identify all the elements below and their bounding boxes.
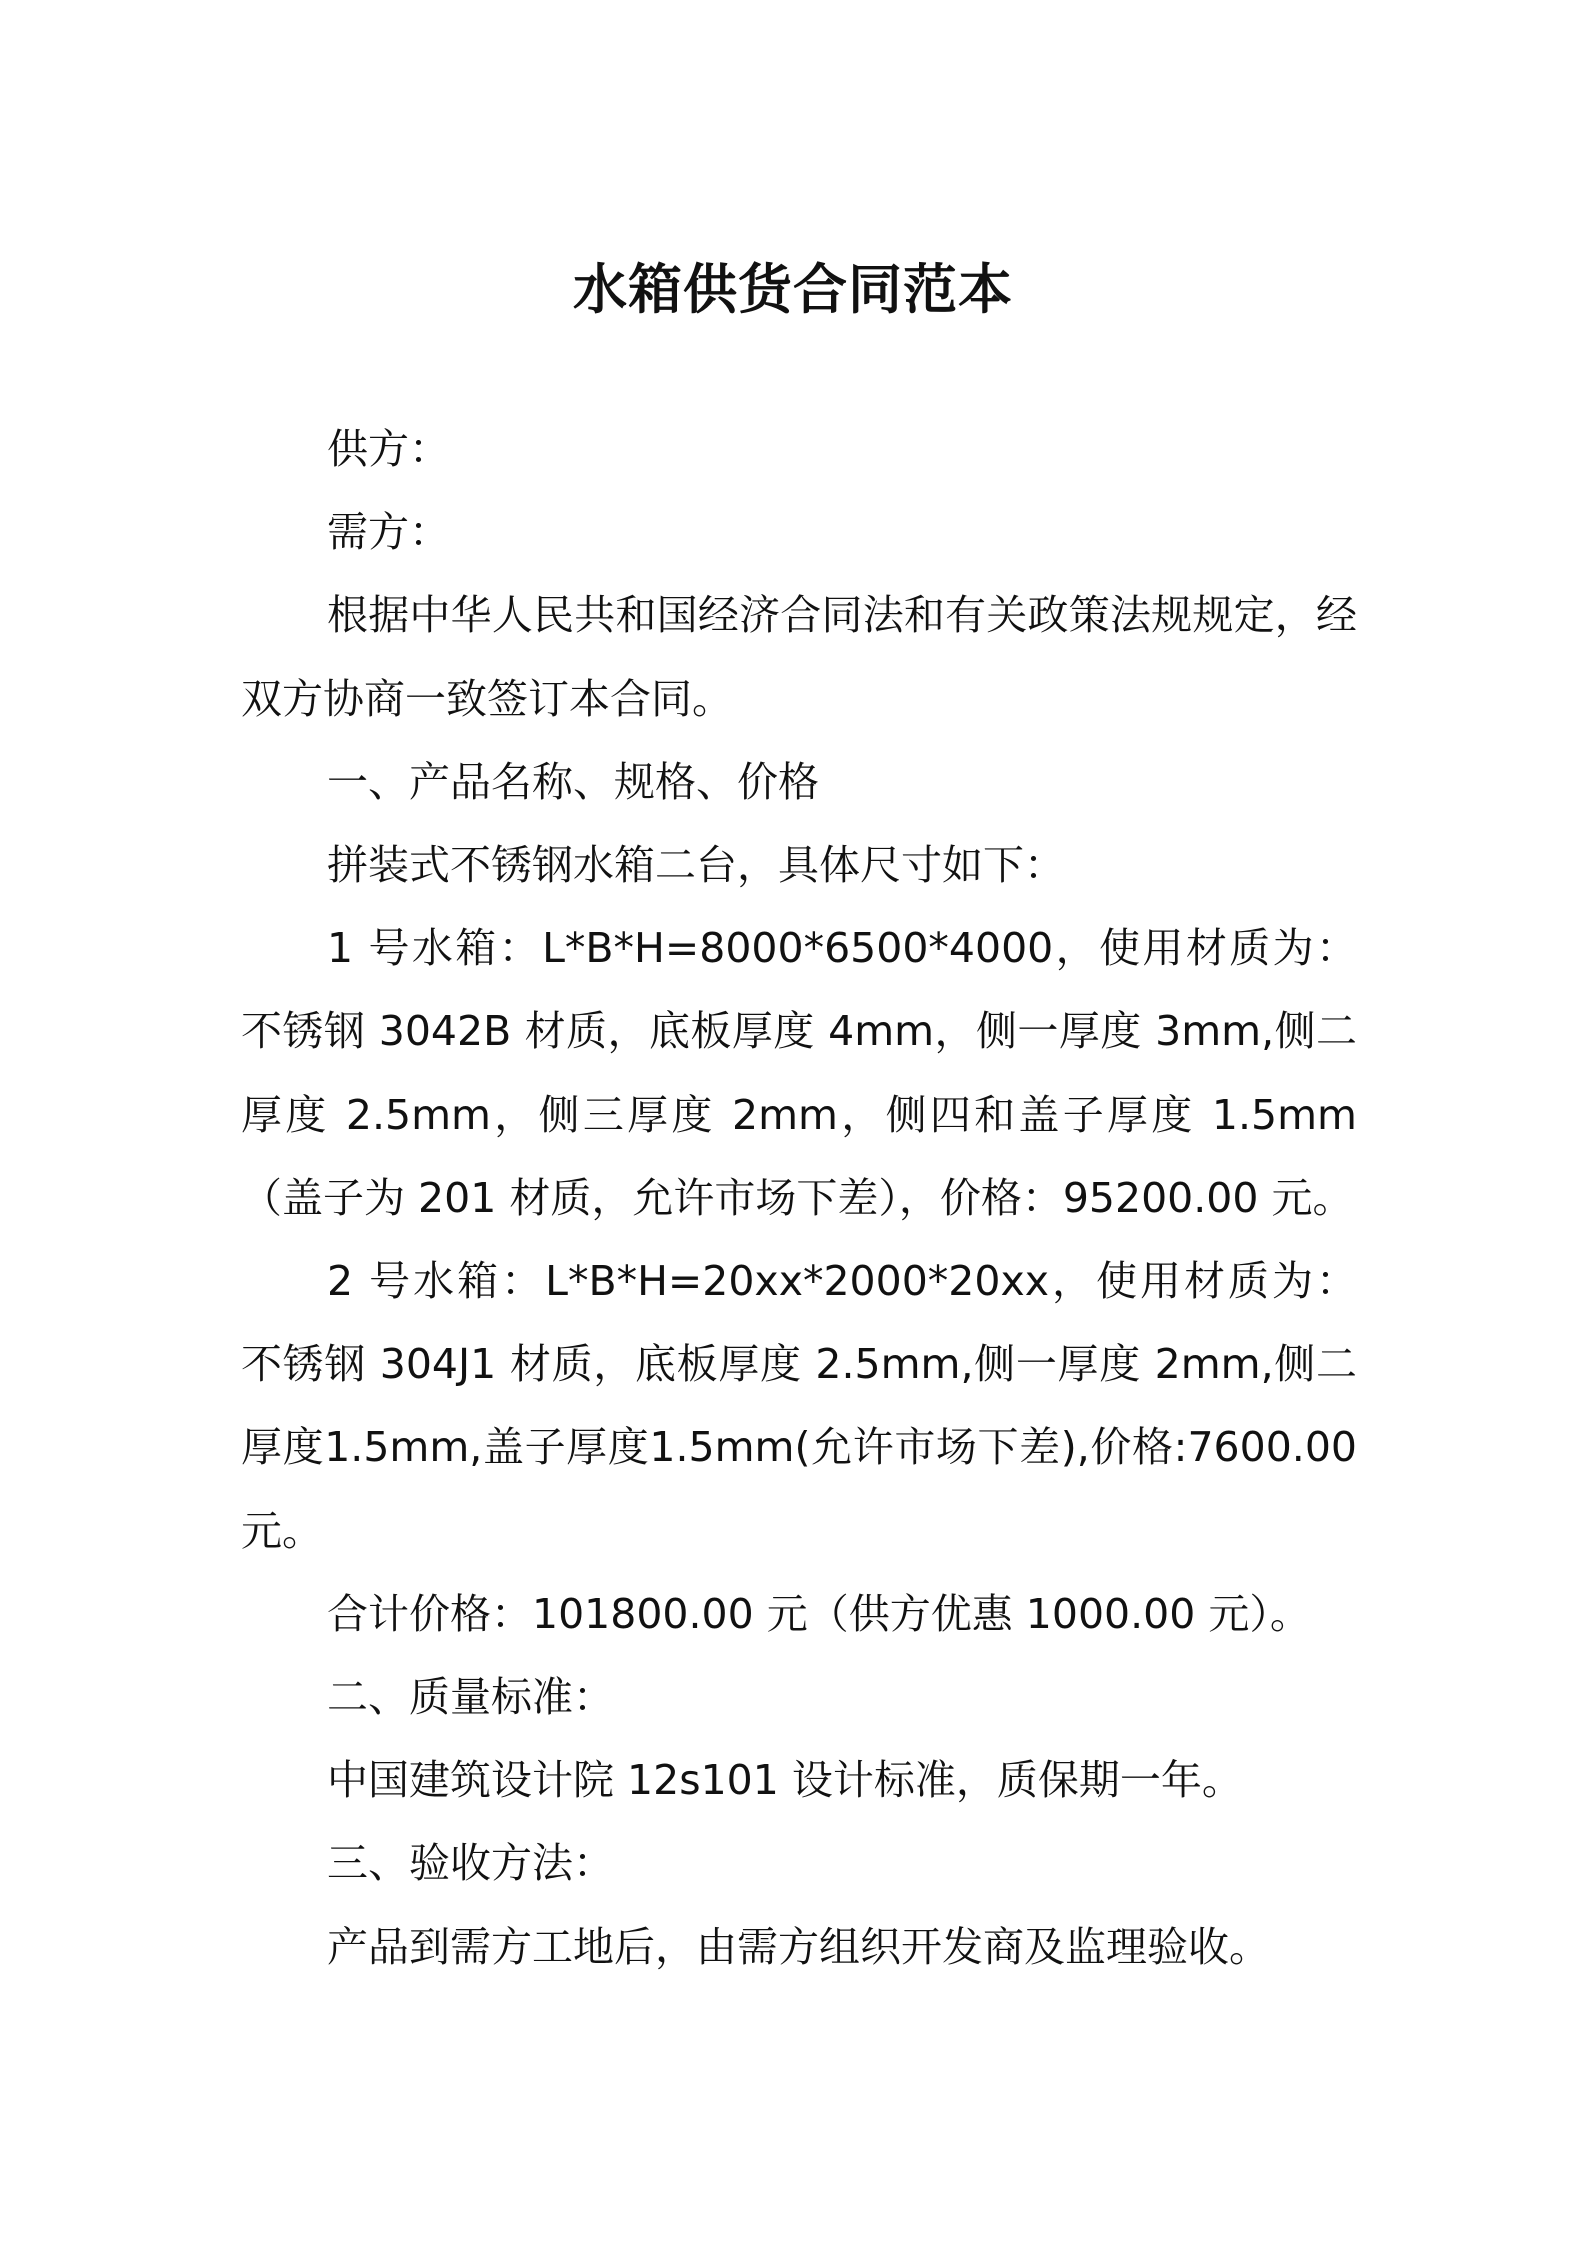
section-heading-acceptance: 三、验收方法： [327,1839,614,1888]
quality-standard-paragraph: 中国建筑设计院 12s101 设计标准，质保期一年。 [327,1756,1243,1805]
acceptance-method-paragraph: 产品到需方工地后，由需方组织开发商及监理验收。 [327,1922,1270,1971]
tank-2-paragraph: 2 号水箱：L*B*H=20xx*2000*20xx，使用材质为：不锈钢 304J1 材质，底板厚度 2.5mm,侧一厚度 2mm,侧二厚度1.5mm,盖子厚度1.5mm(允许市场下差),价格:7600.00元。 [241,1257,1357,1555]
document-body [241,408,1357,1989]
section-heading-product: 一、产品名称、规格、价格 [327,757,819,806]
buyer-line: 需方： [327,508,450,557]
preamble-paragraph: 根据中华人民共和国经济合同法和有关政策法规规定，经双方协商一致签订本合同。 [241,591,1357,723]
tank-1-paragraph: 1 号水箱：L*B*H=8000*6500*4000，使用材质为：不锈钢 3042B 材质，底板厚度 4mm，侧一厚度 3mm,侧二厚度 2.5mm，侧三厚度 2mm，侧四和盖子厚度 1.5mm（盖子为 201 材质，允许市场下差），价格：95200.00 元。 [241,924,1357,1222]
document-title: 水箱供货合同范本 [573,258,1013,321]
section-heading-quality: 二、质量标准： [327,1673,614,1722]
supplier-line: 供方： [327,425,450,473]
total-price-paragraph: 合计价格：101800.00 元（供方优惠 1000.00 元）。 [327,1589,1311,1638]
product-intro-paragraph: 拼装式不锈钢水箱二台，具体尺寸如下： [327,841,1065,890]
